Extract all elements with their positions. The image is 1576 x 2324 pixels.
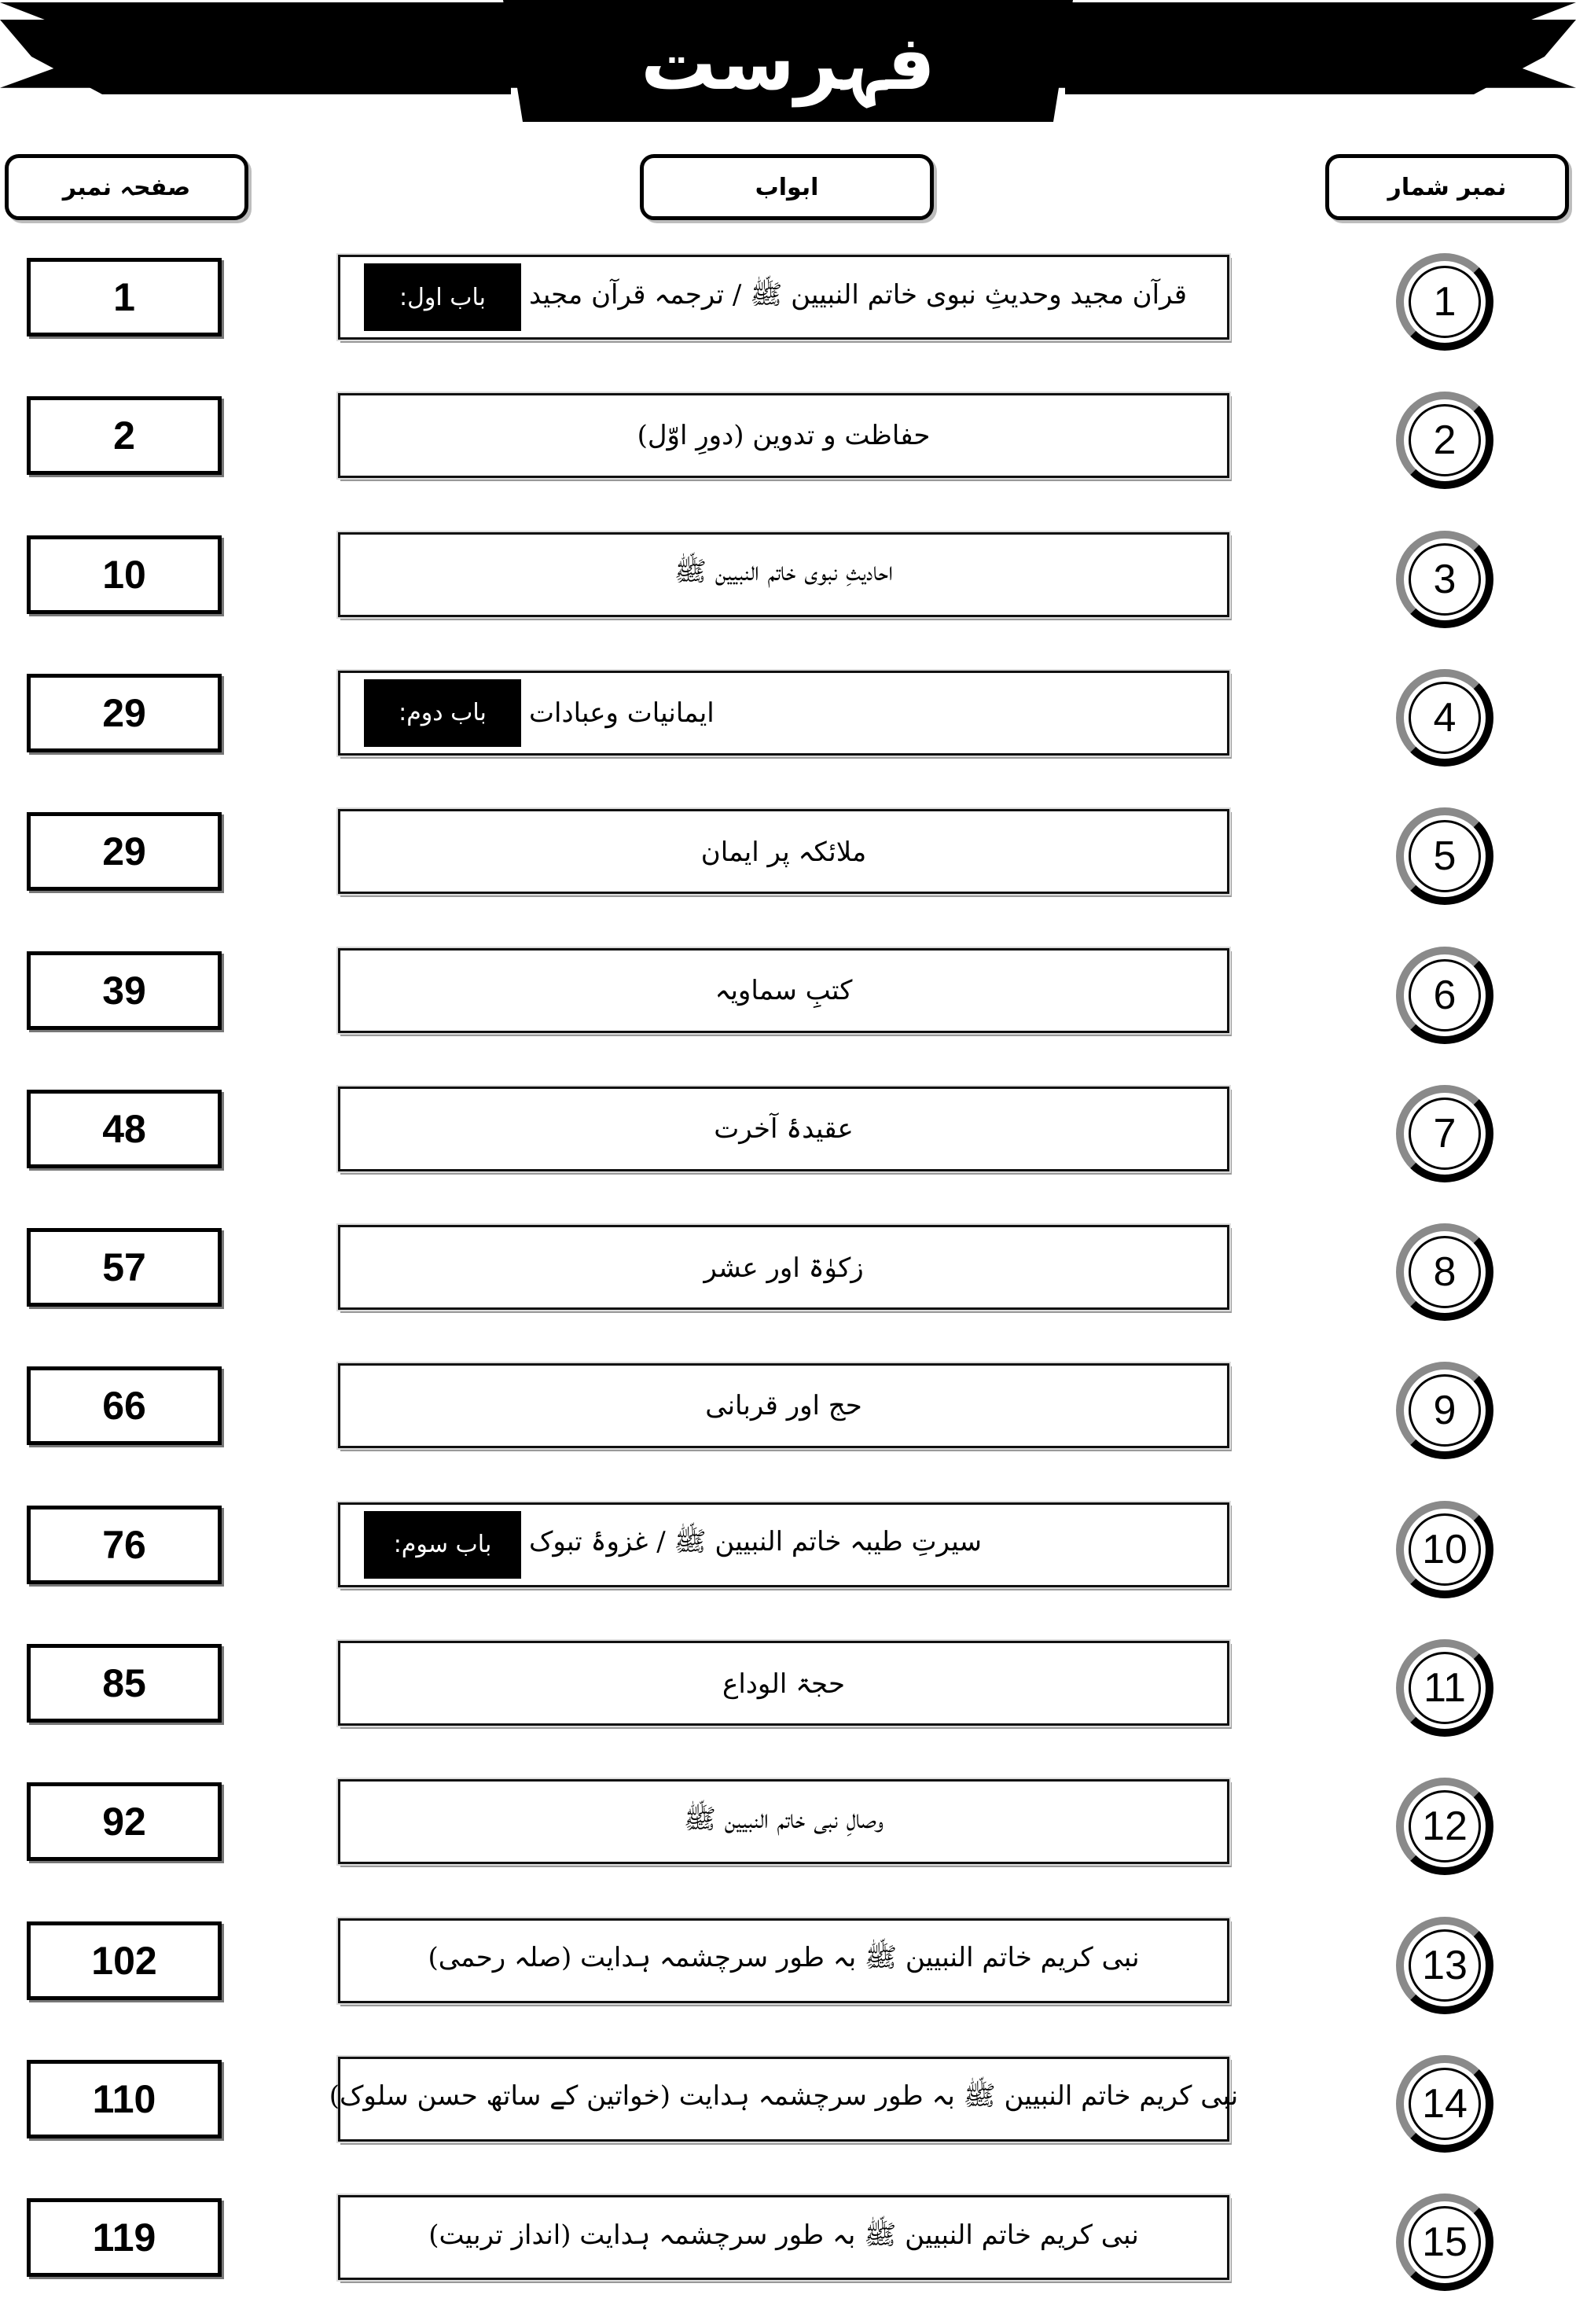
serial-badge	[1396, 1501, 1493, 1598]
topic-title: حجۃ الوداع	[722, 1668, 845, 1700]
table-row	[0, 800, 1576, 938]
page-number[interactable]: 66	[27, 1366, 222, 1445]
chapter-title-box[interactable]	[338, 255, 1229, 340]
topic-title: کتبِ سماویہ	[715, 975, 853, 1006]
topic-title: ملائکہ پر ایمان	[700, 836, 867, 868]
serial-badge	[1396, 669, 1493, 767]
page-number[interactable]: 85	[27, 1644, 222, 1723]
serial-badge	[1396, 1639, 1493, 1737]
page-title: فہرست	[641, 19, 935, 107]
serial-badge	[1396, 1362, 1493, 1459]
chapter-title-box[interactable]	[338, 809, 1229, 894]
chapter-title-box[interactable]	[338, 1779, 1229, 1864]
serial-badge	[1396, 2193, 1493, 2291]
page-number[interactable]: 57	[27, 1228, 222, 1307]
serial-number: 9	[1409, 1374, 1481, 1447]
page-number[interactable]: 110	[27, 2060, 222, 2138]
serial-number: 5	[1409, 820, 1481, 892]
serial-badge	[1396, 2055, 1493, 2153]
serial-badge	[1396, 947, 1493, 1044]
chapter-title-box[interactable]	[338, 671, 1229, 756]
table-row	[0, 939, 1576, 1077]
serial-number: 7	[1409, 1098, 1481, 1170]
table-row	[0, 1770, 1576, 1908]
serial-number: 2	[1409, 404, 1481, 476]
table-row	[0, 2047, 1576, 2186]
topic-title: سیرتِ طیبہ خاتم النبیین ﷺ / غزوۂ تبوک	[529, 1526, 982, 1558]
page-number[interactable]: 119	[27, 2198, 222, 2277]
topic-title: حج اور قربانی	[705, 1390, 862, 1422]
page-number[interactable]: 48	[27, 1090, 222, 1168]
page-number[interactable]: 10	[27, 535, 222, 614]
topic-title: نبی کریم خاتم النبیین ﷺ بہ طور سرچشمہ ہدایت (خواتین کے ساتھ حسن سلوک)	[329, 2080, 1239, 2113]
serial-number: 15	[1409, 2206, 1481, 2278]
topic-title: نبی کریم خاتم النبیین ﷺ بہ طور سرچشمہ ہدایت (انداز تربیت)	[428, 2219, 1139, 2251]
serial-badge	[1396, 807, 1493, 905]
table-row	[0, 1493, 1576, 1631]
page-number[interactable]: 29	[27, 812, 222, 891]
table-row	[0, 1631, 1576, 1770]
topic-title: حفاظت و تدوین (دورِ اوّل)	[637, 420, 931, 452]
serial-number: 11	[1409, 1652, 1481, 1724]
chapter-title-box[interactable]	[329, 2057, 1239, 2142]
topic-title: احادیثِ نبوی خاتم النبیین ﷺ	[674, 556, 894, 588]
page-number[interactable]: 29	[27, 674, 222, 752]
serial-badge	[1396, 1917, 1493, 2014]
chapter-title-box[interactable]	[338, 393, 1229, 478]
serial-number: 8	[1409, 1236, 1481, 1308]
chapter-title-box[interactable]	[338, 1225, 1229, 1310]
serial-number: 13	[1409, 1929, 1481, 2002]
topic-title: قرآن مجید وحدیثِ نبوی خاتم النبیین ﷺ / ترجمہ قرآن مجید	[529, 278, 1188, 311]
chapter-title-box[interactable]	[338, 948, 1229, 1033]
table-row	[0, 1909, 1576, 2047]
table-row	[0, 1215, 1576, 1354]
serial-badge	[1396, 1085, 1493, 1182]
table-row	[0, 523, 1576, 661]
serial-number: 12	[1409, 1790, 1481, 1863]
serial-header: نمبر شمار	[1325, 154, 1569, 220]
serial-number: 10	[1409, 1513, 1481, 1586]
serial-badge	[1396, 253, 1493, 351]
topic-title: وصالِ نبی خاتم النبیین ﷺ	[683, 1803, 884, 1835]
chapter-title-box[interactable]	[338, 1918, 1229, 2003]
page-number[interactable]: 2	[27, 396, 222, 475]
table-row	[0, 384, 1576, 522]
table-row	[0, 1077, 1576, 1215]
chapter-title-box[interactable]	[338, 1087, 1229, 1171]
topic-title: عقیدۂ آخرت	[714, 1113, 854, 1145]
chapter-title-box[interactable]	[338, 1502, 1229, 1587]
page-number[interactable]: 39	[27, 951, 222, 1030]
table-row	[0, 1354, 1576, 1492]
chapter-title-box[interactable]	[338, 1641, 1229, 1726]
topic-title: ایمانیات وعبادات	[529, 697, 715, 729]
chapter-title-box[interactable]	[338, 2195, 1229, 2280]
chapter-label: باب دوم:	[364, 679, 521, 747]
page-number[interactable]: 1	[27, 258, 222, 336]
serial-number: 1	[1409, 266, 1481, 338]
chapter-title-box[interactable]	[338, 1363, 1229, 1448]
serial-badge	[1396, 531, 1493, 628]
serial-badge	[1396, 1223, 1493, 1321]
serial-number: 3	[1409, 543, 1481, 616]
serial-badge	[1396, 392, 1493, 489]
chapter-title-box[interactable]	[338, 532, 1229, 617]
page-number[interactable]: 92	[27, 1782, 222, 1861]
chapters-header: ابواب	[640, 154, 934, 220]
serial-number: 14	[1409, 2068, 1481, 2140]
table-row	[0, 661, 1576, 800]
page-number-header: صفحہ نمبر	[5, 154, 248, 220]
chapter-label: باب سوم:	[364, 1511, 521, 1579]
serial-number: 4	[1409, 682, 1481, 754]
table-row	[0, 2186, 1576, 2324]
table-row	[0, 245, 1576, 384]
page-number[interactable]: 102	[27, 1921, 222, 2000]
page-number[interactable]: 76	[27, 1506, 222, 1584]
title-banner	[0, 0, 1576, 134]
topic-title: زکوٰۃ اور عشر	[704, 1252, 864, 1284]
serial-number: 6	[1409, 959, 1481, 1031]
chapter-label: باب اول:	[364, 263, 521, 331]
topic-title: نبی کریم خاتم النبیین ﷺ بہ طور سرچشمہ ہدایت (صلہ رحمی)	[428, 1942, 1140, 1974]
serial-badge	[1396, 1778, 1493, 1875]
